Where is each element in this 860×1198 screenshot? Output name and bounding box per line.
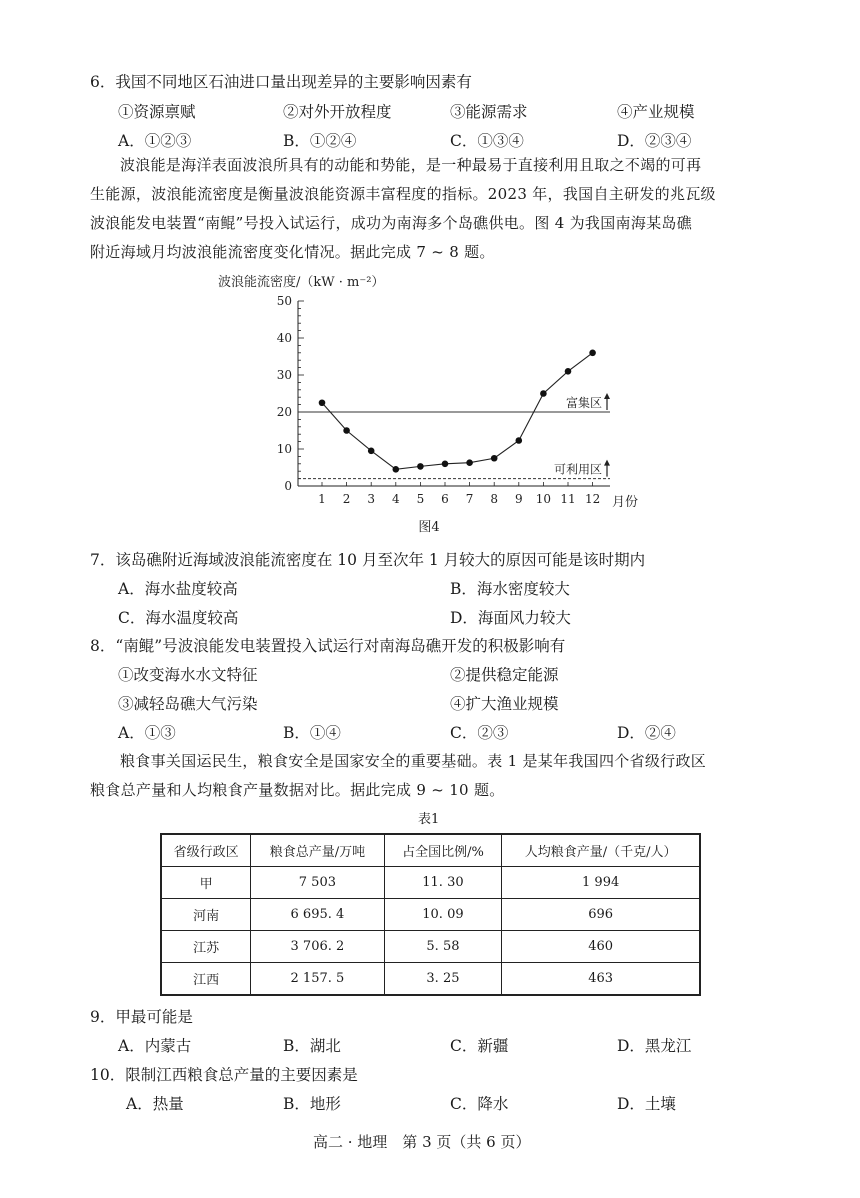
table-header-cell: 占全国比例/% <box>384 834 502 867</box>
chart-y-axis-label: 波浪能流密度/（kW · m⁻²） <box>218 275 385 290</box>
q6-option-b[interactable]: B．①②④ <box>283 132 357 150</box>
x-tick-label: 12 <box>584 492 601 506</box>
passage-wave-energy <box>90 151 780 267</box>
table-cell: 11. 30 <box>384 867 502 899</box>
question-10-stem: 10．限制江西粮食总产量的主要因素是 <box>90 1066 358 1084</box>
x-tick-label: 7 <box>465 492 474 506</box>
table-header-cell: 粮食总产量/万吨 <box>251 834 385 867</box>
table-cell: 460 <box>502 931 700 963</box>
y-tick-label: 20 <box>276 405 292 419</box>
data-point <box>319 399 326 406</box>
q7-option-a[interactable]: A．海水盐度较高 <box>118 580 238 598</box>
arrow-up-icon <box>604 460 610 466</box>
q6-item-3: ③能源需求 <box>450 103 528 121</box>
data-point <box>393 466 400 473</box>
y-tick-label: 50 <box>276 294 292 308</box>
q9-option-b[interactable]: B．湖北 <box>283 1037 341 1055</box>
q7-option-c[interactable]: C．海水温度较高 <box>118 609 239 627</box>
table-cell: 5. 58 <box>384 931 502 963</box>
table-cell: 7 503 <box>251 867 385 899</box>
q6-option-a[interactable]: A．①②③ <box>118 132 192 150</box>
passage1-line3: 波浪能发电装置“南鲲”号投入试运行，成功为南海多个岛礁供电。图 4 为我国南海某岛礁 <box>90 214 693 232</box>
data-point <box>540 390 547 397</box>
table-cell: 江苏 <box>161 931 251 963</box>
x-tick-label: 3 <box>367 492 376 506</box>
data-point <box>442 461 449 468</box>
q8-item-1: ①改变海水水文特征 <box>118 666 258 684</box>
q8-item-3: ③减轻岛礁大气污染 <box>118 695 258 713</box>
q8-option-b[interactable]: B．①④ <box>283 724 341 742</box>
question-9-stem: 9．甲最可能是 <box>90 1008 193 1026</box>
data-point <box>516 437 523 444</box>
table-cell: 3. 25 <box>384 963 502 996</box>
question-7-stem: 7．该岛礁附近海域波浪能流密度在 10 月至次年 1 月较大的原因可能是该时期内 <box>90 551 646 569</box>
question-8-stem: 8．“南鲲”号波浪能发电装置投入试运行对南海岛礁开发的积极影响有 <box>90 637 566 655</box>
q10-option-d[interactable]: D．土壤 <box>617 1095 676 1113</box>
y-tick-label: 40 <box>276 331 292 345</box>
q9-option-a[interactable]: A．内蒙古 <box>118 1037 192 1055</box>
passage1-line2: 生能源，波浪能流密度是衡量波浪能资源丰富程度的指标。2023 年，我国自主研发的兆瓦级 <box>90 185 716 203</box>
passage2-line1: 粮食事关国运民生，粮食安全是国家安全的重要基础。表 1 是某年我国四个省级行政区 <box>120 752 707 770</box>
table-row <box>161 899 700 931</box>
q6-item-1: ①资源禀赋 <box>118 103 196 121</box>
table-row <box>161 963 700 996</box>
table-cell: 463 <box>502 963 700 996</box>
figure-4-line-chart <box>200 268 660 543</box>
q7-option-b[interactable]: B．海水密度较大 <box>450 580 570 598</box>
table-cell: 3 706. 2 <box>251 931 385 963</box>
data-point <box>368 448 375 455</box>
page-footer: 高二 · 地理 第 3 页（共 6 页） <box>313 1133 531 1151</box>
table-cell: 2 157. 5 <box>251 963 385 996</box>
q10-option-c[interactable]: C．降水 <box>450 1095 509 1113</box>
q6-option-c[interactable]: C．①③④ <box>450 132 524 150</box>
table-cell: 江西 <box>161 963 251 996</box>
table-row <box>161 867 700 899</box>
data-point <box>565 368 572 375</box>
question-6-stem: 6．我国不同地区石油进口量出现差异的主要影响因素有 <box>90 73 472 91</box>
table-1 <box>160 833 701 996</box>
q6-option-d[interactable]: D．②③④ <box>617 132 692 150</box>
passage1-line1: 波浪能是海洋表面波浪所具有的动能和势能，是一种最易于直接利用且取之不竭的可再 <box>120 156 702 174</box>
table-header-row <box>161 834 700 867</box>
x-tick-label: 11 <box>560 492 576 506</box>
table-header-cell: 省级行政区 <box>161 834 251 867</box>
passage2-line2: 粮食总产量和人均粮食产量数据对比。据此完成 9 ~ 10 题。 <box>90 781 505 799</box>
q8-option-d[interactable]: D．②④ <box>617 724 676 742</box>
q6-item-4: ④产业规模 <box>617 103 695 121</box>
x-tick-label: 8 <box>490 492 499 506</box>
table-cell: 6 695. 4 <box>251 899 385 931</box>
x-tick-label: 2 <box>342 492 351 506</box>
x-tick-label: 6 <box>441 492 449 506</box>
table-cell: 10. 09 <box>384 899 502 931</box>
data-point <box>343 427 350 434</box>
series-line <box>322 353 593 470</box>
table-header-cell: 人均粮食产量/（千克/人） <box>502 834 700 867</box>
x-tick-label: 1 <box>318 492 326 506</box>
table-cell: 1 994 <box>502 867 700 899</box>
q10-option-b[interactable]: B．地形 <box>283 1095 341 1113</box>
data-point <box>466 459 473 466</box>
data-point <box>589 350 596 357</box>
q8-item-2: ②提供稳定能源 <box>450 666 559 684</box>
arrow-up-icon <box>604 393 610 399</box>
x-tick-label: 4 <box>391 492 400 506</box>
q8-item-4: ④扩大渔业规模 <box>450 695 559 713</box>
q8-option-a[interactable]: A．①③ <box>118 724 176 742</box>
q9-option-d[interactable]: D．黑龙江 <box>617 1037 692 1055</box>
table-1-caption: 表1 <box>418 812 440 827</box>
q8-option-c[interactable]: C．②③ <box>450 724 509 742</box>
data-point <box>491 455 498 462</box>
q6-item-2: ②对外开放程度 <box>283 103 392 121</box>
table-row <box>161 931 700 963</box>
x-tick-label: 10 <box>535 492 552 506</box>
data-point <box>417 463 424 470</box>
reference-line-label: 可利用区 <box>553 462 602 477</box>
y-tick-label: 0 <box>284 479 292 493</box>
chart-x-axis-label: 月份 <box>612 495 639 510</box>
y-tick-label: 10 <box>276 442 292 456</box>
reference-line-label: 富集区 <box>565 396 602 410</box>
x-tick-label: 9 <box>514 492 523 506</box>
table-cell: 696 <box>502 899 700 931</box>
table-cell: 甲 <box>161 867 251 899</box>
table-cell: 河南 <box>161 899 251 931</box>
q7-option-d[interactable]: D．海面风力较大 <box>450 609 571 627</box>
x-tick-label: 5 <box>416 492 425 506</box>
y-tick-label: 30 <box>276 368 292 382</box>
q10-option-a[interactable]: A．热量 <box>126 1095 184 1113</box>
passage1-line4: 附近海域月均波浪能流密度变化情况。据此完成 7 ~ 8 题。 <box>90 243 495 261</box>
figure-caption: 图4 <box>418 520 440 535</box>
q9-option-c[interactable]: C．新疆 <box>450 1037 509 1055</box>
passage-grain-security <box>90 747 780 805</box>
